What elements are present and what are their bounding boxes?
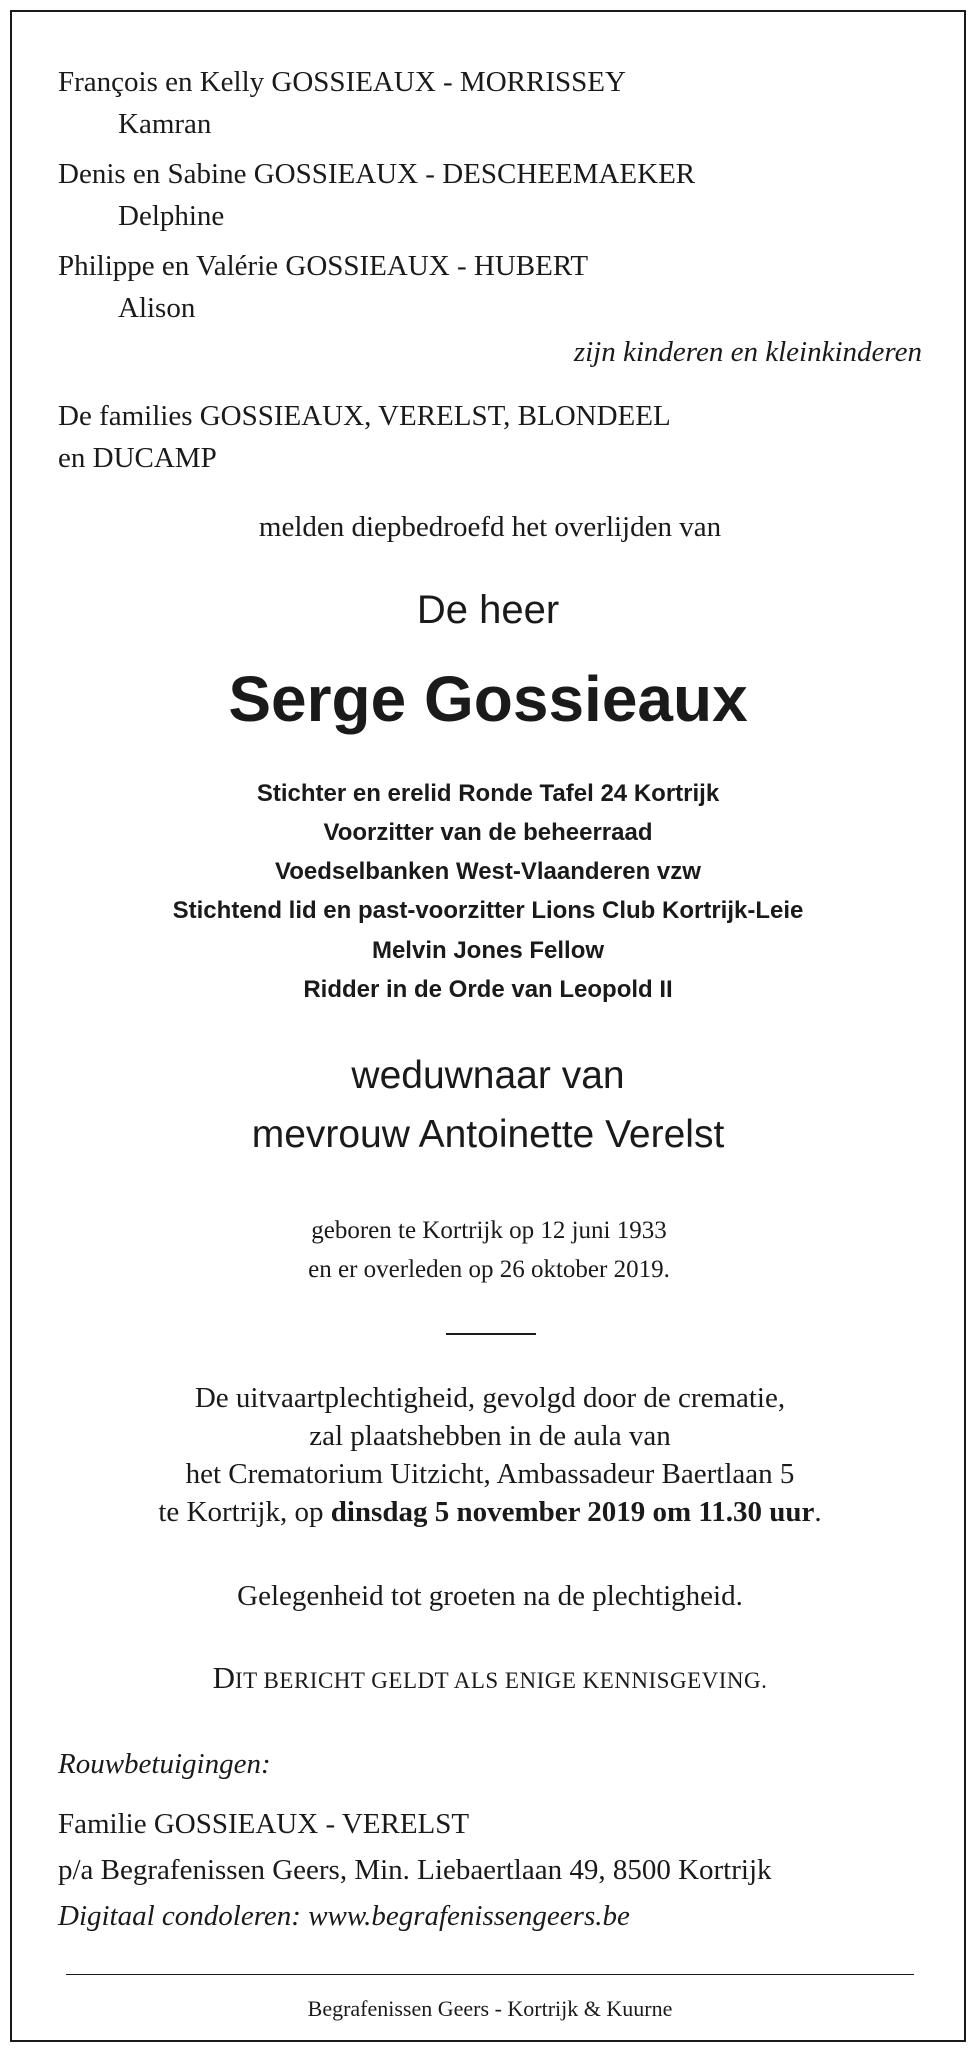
ceremony-line-4 (0, 1496, 980, 1529)
widower-line-1: weduwnaar van (351, 1054, 625, 1097)
title-line-2: Voorzitter van de beheerraad (323, 819, 653, 846)
deceased-name: Serge Gossieaux (228, 663, 748, 735)
family-child-3: Alison (118, 292, 196, 324)
widower-line-2: mevrouw Antoinette Verelst (251, 1113, 725, 1156)
title-line-1: Stichter en erelid Ronde Tafel 24 Kortrijk (256, 780, 720, 807)
notice-initial: D (212, 1660, 236, 1695)
birth-line: geboren te Kortrijk op 12 juni 1933 (311, 1217, 667, 1244)
announce-line: melden diepbedroefd het overlijden van (258, 511, 722, 543)
notice-text: IT BERICHT GELDT ALS ENIGE KENNISGEVING. (235, 1668, 768, 1693)
ceremony-line-1: De uitvaartplechtigheid, gevolgd door de crematie, (194, 1382, 786, 1414)
family-parents-3: Philippe en Valérie GOSSIEAUX - HUBERT (58, 250, 589, 282)
title-line-3: Voedselbanken West-Vlaanderen vzw (275, 858, 701, 885)
digital-condolences-link[interactable]: Digitaal condoleren: www.begrafenissengeers.be (58, 1900, 630, 1932)
ceremony-line-4-prefix: te Kortrijk, op (158, 1496, 331, 1528)
footer-divider (66, 1974, 914, 1975)
ceremony-line-2: zal plaatshebben in de aula van (309, 1420, 671, 1452)
other-families-line-1: De families GOSSIEAUX, VERELST, BLONDEEL (58, 400, 671, 432)
title-line-6: Ridder in de Orde van Leopold II (303, 976, 673, 1003)
other-families-line-2: en DUCAMP (58, 442, 217, 474)
family-parents-1: François en Kelly GOSSIEAUX - MORRISSEY (58, 66, 626, 98)
footer-text: Begrafenissen Geers - Kortrijk & Kuurne (307, 1996, 673, 2021)
death-line: en er overleden op 26 oktober 2019. (308, 1256, 670, 1283)
condolences-heading: Rouwbetuigingen: (58, 1748, 271, 1780)
ceremony-line-3: het Crematorium Uitzicht, Ambassadeur Baertlaan 5 (185, 1458, 795, 1490)
greeting-line: Gelegenheid tot groeten na de plechtigheid. (237, 1580, 743, 1612)
family-child-1: Kamran (118, 108, 212, 140)
title-line-4: Stichtend lid en past-voorzitter Lions Club Kortrijk-Leie (172, 897, 804, 924)
children-label: zijn kinderen en kleinkinderen (573, 336, 922, 368)
notice-line (0, 1660, 980, 1696)
ceremony-date-time: dinsdag 5 november 2019 om 11.30 uur (330, 1496, 815, 1528)
section-divider (446, 1333, 536, 1335)
title-line-5: Melvin Jones Fellow (371, 937, 605, 964)
condolences-address: p/a Begrafenissen Geers, Min. Liebaertlaan 49, 8500 Kortrijk (58, 1854, 772, 1886)
ceremony-line-4-suffix: . (814, 1496, 822, 1528)
family-parents-2: Denis en Sabine GOSSIEAUX - DESCHEEMAEKER (58, 158, 696, 190)
condolences-name: Familie GOSSIEAUX - VERELST (58, 1808, 470, 1840)
family-child-2: Delphine (118, 200, 225, 232)
honorific: De heer (416, 588, 560, 632)
